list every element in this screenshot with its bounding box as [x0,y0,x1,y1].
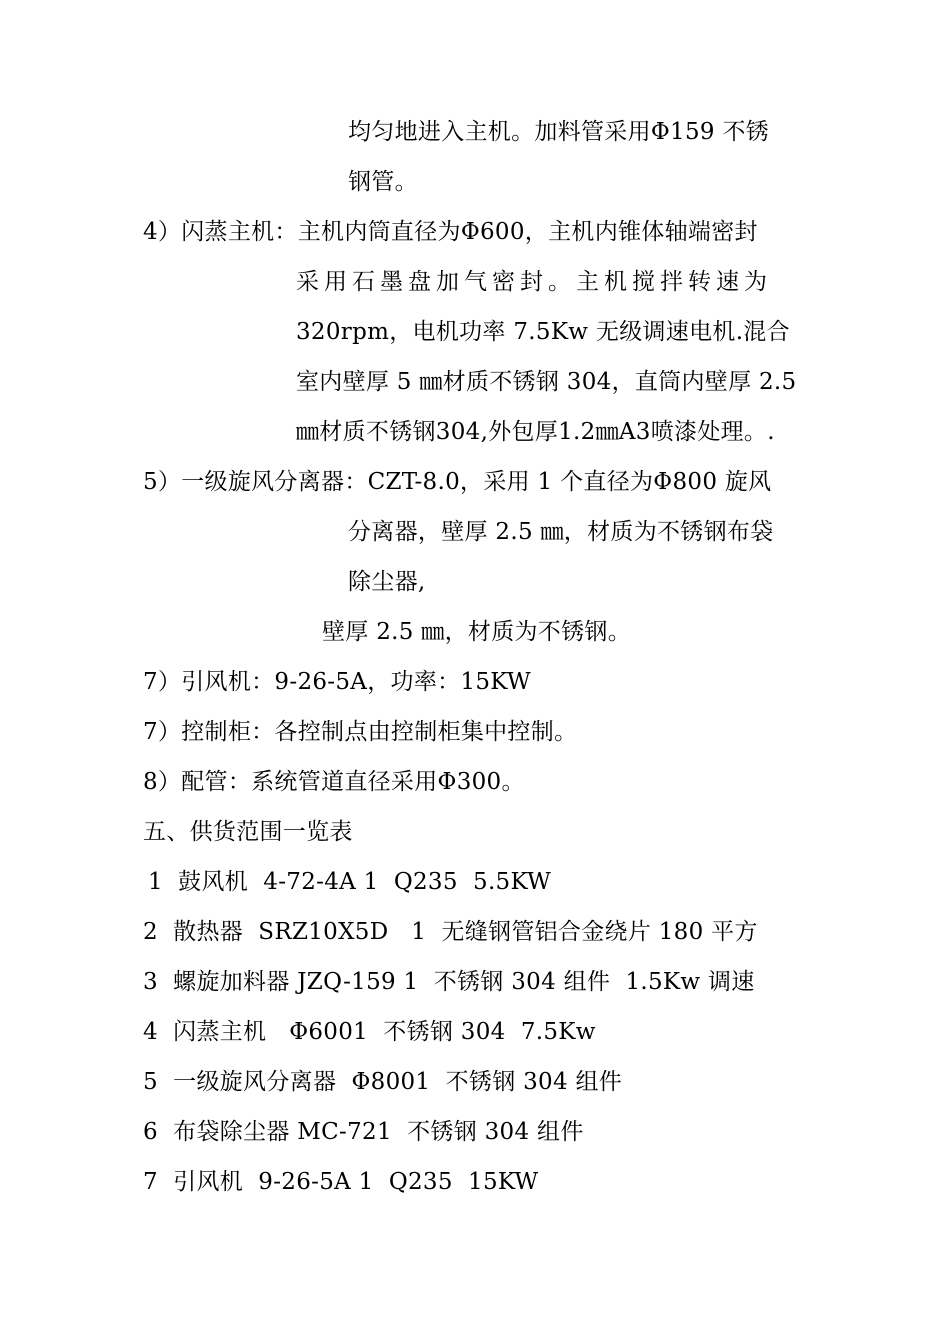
supply-list-item: 5 一级旋风分离器 Φ8001 不锈钢 304 组件 [143,1069,623,1095]
supply-list-heading: 五、供货范围一览表 [143,819,353,845]
supply-list-item: 1 鼓风机 4-72-4A 1 Q235 5.5KW [148,869,552,895]
text-line: ㎜材质不锈钢304,外包厚1.2㎜A3喷漆处理。. [296,419,775,445]
supply-list-item: 4 闪蒸主机 Φ6001 不锈钢 304 7.5Kw [143,1019,596,1045]
text-line: 钢管。 [348,169,418,195]
supply-list-item: 3 螺旋加料器 JZQ-159 1 不锈钢 304 组件 1.5Kw 调速 [143,969,755,995]
section-7-fan: 7）引风机：9-26-5A，功率：15KW [143,669,531,695]
section-5-heading: 5）一级旋风分离器：CZT-8.0，采用 1 个直径为Φ800 旋风 [143,469,772,495]
text-line: 均匀地进入主机。加料管采用Φ159 不锈 [348,119,770,145]
text-line: 壁厚 2.5 ㎜，材质为不锈钢。 [322,619,631,645]
section-7-control: 7）控制柜：各控制点由控制柜集中控制。 [143,719,578,745]
text-line: 除尘器, [348,569,426,595]
supply-list-item: 6 布袋除尘器 MC-721 不锈钢 304 组件 [143,1119,584,1145]
supply-list-item: 7 引风机 9-26-5A 1 Q235 15KW [143,1169,539,1195]
section-4-heading: 4）闪蒸主机：主机内筒直径为Φ600，主机内锥体轴端密封 [143,219,758,245]
text-line: 320rpm，电机功率 7.5Kw 无级调速电机.混合 [296,319,790,345]
text-line: 采用石墨盘加气密封。主机搅拌转速为 [296,269,772,295]
text-line: 室内壁厚 5 ㎜材质不锈钢 304，直筒内壁厚 2.5 [296,369,797,395]
text-line: 分离器，壁厚 2.5 ㎜，材质为不锈钢布袋 [348,519,774,545]
section-8-piping: 8）配管：系统管道直径采用Φ300。 [143,769,525,795]
supply-list-item: 2 散热器 SRZ10X5D 1 无缝钢管铝合金绕片 180 平方 [143,919,758,945]
